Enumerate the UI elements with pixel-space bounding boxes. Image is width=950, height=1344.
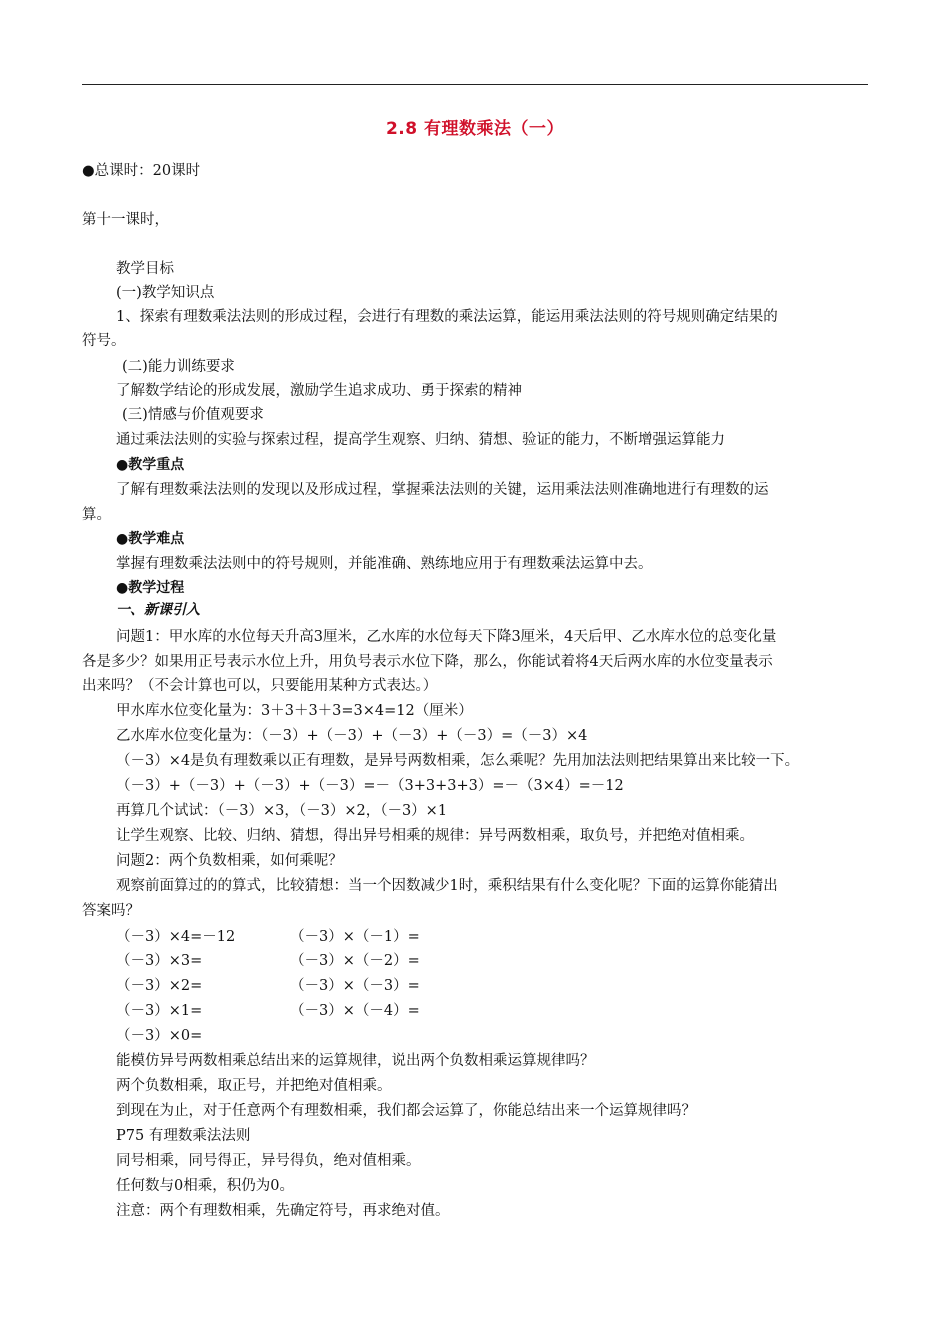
text-line: 算。 — [82, 507, 111, 523]
header-rule — [82, 84, 868, 85]
text-line: （－3）×（－1）= — [290, 929, 420, 945]
text-line: 教学目标 — [116, 261, 174, 277]
text-line: 答案吗？ — [82, 903, 140, 919]
text-line: 了解数学结论的形成发展，激励学生追求成功、勇于探索的精神 — [116, 383, 522, 399]
text-line: ●教学重点 — [116, 457, 185, 473]
text-line: 两个负数相乘，取正号，并把绝对值相乘。 — [116, 1078, 392, 1094]
text-line: 让学生观察、比较、归纳、猜想，得出异号相乘的规律：异号两数相乘，取负号，并把绝对值相乘。 — [116, 828, 754, 844]
text-line: 符号。 — [82, 333, 126, 349]
text-line: 乙水库水位变化量为：（－3）+（－3）+（－3）+（－3）=（－3）×4 — [116, 728, 588, 744]
text-line: 1、探索有理数乘法法则的形成过程，会进行有理数的乘法运算，能运用乘法法则的符号规则确定结果的 — [116, 309, 778, 325]
text-line: 通过乘法法则的实验与探索过程，提高学生观察、归纳、猜想、验证的能力，不断增强运算能力 — [116, 432, 725, 448]
text-line: 观察前面算过的的算式，比较猜想：当一个因数减少1时，乘积结果有什么变化呢？下面的运算你能猜出 — [116, 878, 778, 894]
text-line: ●教学过程 — [116, 580, 185, 596]
text-line: 到现在为止，对于任意两个有理数相乘，我们都会运算了，你能总结出来一个运算规律吗？ — [116, 1103, 696, 1119]
page-title: 2.8 有理数乘法（一） — [385, 119, 565, 139]
text-line: （－3）×2= — [116, 978, 203, 994]
text-line: （－3）×0= — [116, 1028, 203, 1044]
text-line: (一)教学知识点 — [116, 285, 215, 301]
text-line: P75 有理数乘法法则 — [116, 1128, 251, 1144]
text-line: (二)能力训练要求 — [122, 359, 235, 375]
text-line: 问题2：两个负数相乘，如何乘呢？ — [116, 853, 343, 869]
text-line: 注意：两个有理数相乘，先确定符号，再求绝对值。 — [116, 1203, 450, 1219]
text-line: （－3）+（－3）+（－3）+（－3）=－（3+3+3+3）=－（3×4）=－12 — [116, 778, 624, 794]
text-line: 再算几个试试：（－3）×3，（－3）×2，（－3）×1 — [116, 803, 448, 819]
text-line: 了解有理数乘法法则的发现以及形成过程，掌握乘法法则的关键，运用乘法法则准确地进行有理数的运 — [116, 482, 769, 498]
text-line: 问题1：甲水库的水位每天升高3厘米，乙水库的水位每天下降3厘米，4天后甲、乙水库水位的总变化量 — [116, 629, 777, 645]
text-line: 第十一课时， — [82, 212, 169, 228]
text-line: 各是多少？如果用正号表示水位上升，用负号表示水位下降，那么，你能试着将4天后两水库的水位变量表示 — [82, 654, 773, 670]
text-line: （－3）×1= — [116, 1003, 203, 1019]
text-line: 掌握有理数乘法法则中的符号规则，并能准确、熟练地应用于有理数乘法运算中去。 — [116, 556, 653, 572]
text-line: ●教学难点 — [116, 531, 185, 547]
text-line: （－3）×（－2）= — [290, 953, 420, 969]
text-line: 出来吗？（不会计算也可以，只要能用某种方式表达。） — [82, 678, 438, 694]
text-line: 甲水库水位变化量为：3＋3＋3＋3=3×4=12（厘米） — [116, 703, 473, 719]
text-line: 能模仿异号两数相乘总结出来的运算规律，说出两个负数相乘运算规律吗？ — [116, 1053, 595, 1069]
text-line: 任何数与0相乘，积仍为0。 — [116, 1178, 294, 1194]
text-line: （－3）×（－4）= — [290, 1003, 420, 1019]
text-line: ●总课时：20课时 — [82, 163, 201, 179]
text-line: （－3）×3= — [116, 953, 203, 969]
text-line: 一、新课引入 — [116, 602, 200, 618]
text-line: (三)情感与价值观要求 — [122, 407, 264, 423]
text-line: （－3）×（－3）= — [290, 978, 420, 994]
text-line: （－3）×4=－12 — [116, 929, 236, 945]
text-line: （－3）×4是负有理数乘以正有理数，是异号两数相乘，怎么乘呢？先用加法法则把结果算出来比较一下。 — [116, 753, 800, 769]
text-line: 同号相乘，同号得正，异号得负，绝对值相乘。 — [116, 1153, 421, 1169]
